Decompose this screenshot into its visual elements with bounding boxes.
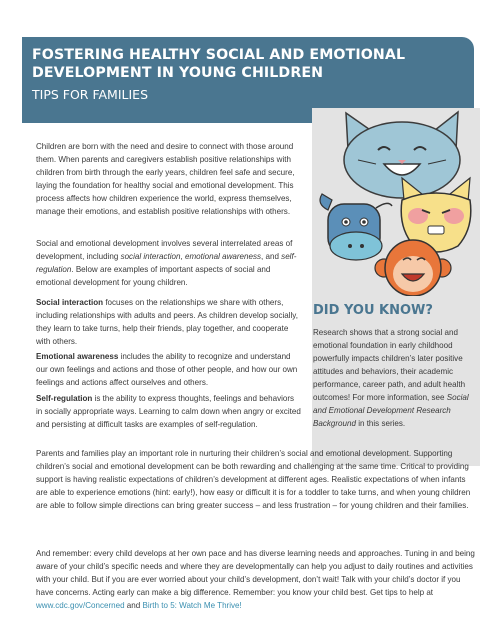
- cat-face-icon: [344, 112, 460, 198]
- areas-paragraph: [36, 237, 302, 289]
- italic-term: emotional awareness: [184, 252, 262, 261]
- birth-to-five-link[interactable]: Birth to 5: Watch Me Thrive!: [142, 601, 242, 610]
- cdc-concerned-link[interactable]: www.cdc.gov/Concerned: [36, 601, 125, 610]
- social-interaction-paragraph: [36, 296, 302, 348]
- families-paragraph: Parents and families play an important role in nurturing their children’s social and emotional development. Supporting children’s social and emotional development can be both rewarding and challenging at the same time. Critical to providing support is having realistic expectations of children’s development at different ages. Realistic expectations of when infants are able to experience emotions (hint: early!), how easy or difficult it is for a toddler to take turns, and when young children are able to follow simple directions can bring greater success – and less frustration – for young children and their families.: [36, 449, 471, 510]
- italic-term: self-regulation: [36, 252, 297, 274]
- emotional-awareness-paragraph: [36, 350, 302, 389]
- text-span: in this series.: [355, 419, 406, 428]
- text-span: Social and emotional development involves several interrelated areas of development, including: [36, 239, 293, 261]
- text-span: . Below are examples of important aspects of social and emotional development for young children.: [36, 265, 271, 287]
- bold-term: Social interaction: [36, 298, 104, 307]
- italic-term: social interaction: [120, 252, 181, 261]
- did-you-know-text: [313, 326, 471, 430]
- bold-term: Self-regulation: [36, 394, 93, 403]
- page-subtitle: TIPS FOR FAMILIES: [32, 87, 149, 102]
- did-you-know-heading: DID YOU KNOW?: [313, 303, 433, 318]
- intro-paragraph: Children are born with the need and desire to connect with those around them. When parents and caregivers establish positive relationships with children from birth through the early years, children feel safe and secure, laying the foundation for healthy social and emotional development. This process affects how children experience the world, express themselves, manage their emotions, and establish positive relationships with others.: [36, 142, 295, 216]
- animal-faces-illustration: [318, 108, 480, 296]
- bold-term: Emotional awareness: [36, 352, 119, 361]
- text-span: focuses on the relationships we share with others, including relationships with adults and peers. As children develop socially, they learn to take turns, help their friends, play together, and cooperate with others.: [36, 298, 298, 346]
- self-regulation-paragraph: [36, 392, 302, 431]
- text-span: ,: [180, 252, 185, 261]
- italic-reference: Social and Emotional Development Research Background: [313, 393, 469, 428]
- text-span: is the ability to express thoughts, feelings and behaviors in socially appropriate ways. Learning to calm down when angry or excited and persisting at difficult tasks are examples of self-regulation.: [36, 394, 301, 429]
- remember-paragraph: [36, 547, 476, 612]
- text-span: and: [124, 601, 143, 610]
- text-span: , and: [261, 252, 282, 261]
- text-span: includes the ability to recognize and understand our own feelings and actions and those of other people, and how our own feelings and actions affect ourselves and others.: [36, 352, 298, 387]
- cow-face-icon: [320, 194, 392, 260]
- page-title: FOSTERING HEALTHY SOCIAL AND EMOTIONAL DEVELOPMENT IN YOUNG CHILDREN: [32, 47, 406, 81]
- text-span: Research shows that a strong social and emotional foundation in early childhood powerfully impacts children’s later positive attitudes and behaviors, their academic performance, career path, and adult health outcomes! For more information, see: [313, 328, 466, 402]
- text-span: And remember: every child develops at her own pace and has diverse learning needs and approaches. Tuning in and being aware of your child’s specific needs and where they are developmentally can help you adjust to daily routines and activities with your child. But if you are ever worried about your child’s development, don’t wait! Talk with your child’s doctor if you have concerns. Acting early can make a big difference. Remember: you know your child best. Get tips to help at: [36, 549, 475, 597]
